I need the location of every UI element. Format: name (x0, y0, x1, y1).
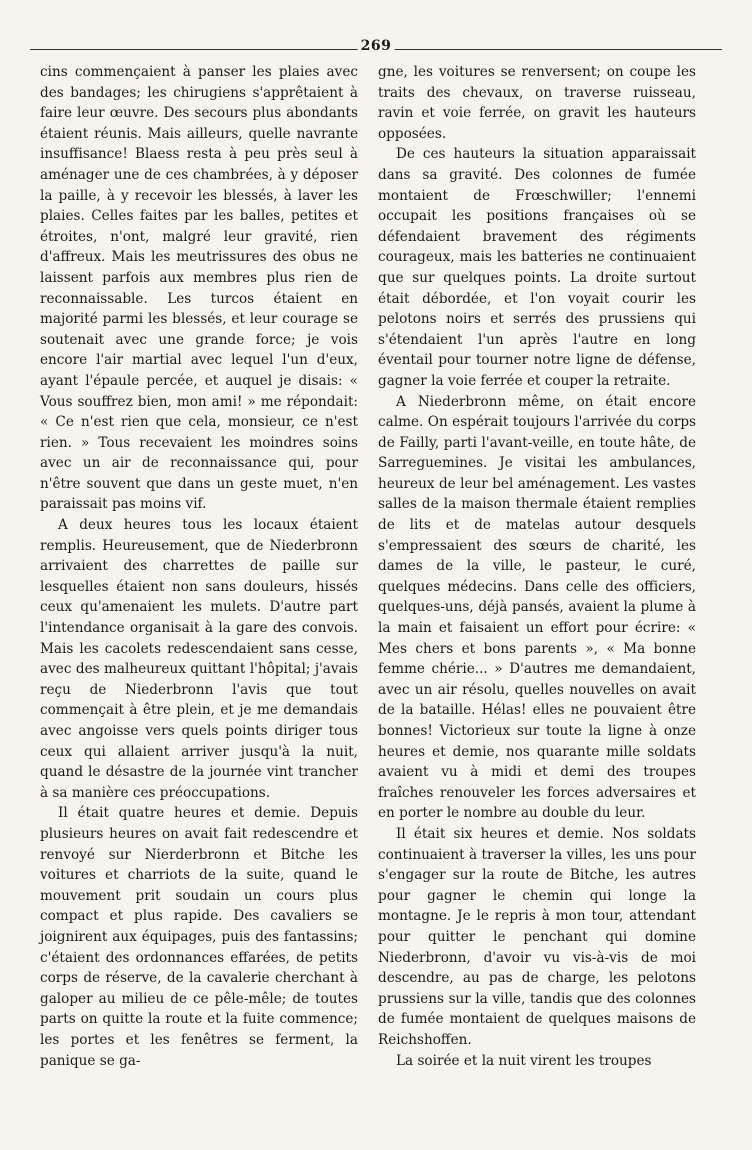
page-header (30, 38, 722, 58)
page-number: 269 (358, 38, 395, 54)
paragraph: A deux heures tous les locaux étaient remplis. Heureusement, que de Niederbronn arrivaient des charrettes de paille sur lesquelles étaient non sans douleurs, hissés ceux qu'amenaient les mulets. D'autre part l'intendance organisait à la gare des convois. Mais les cacolets redescendaient sans cesse, avec des malheureux quittant l'hôpital; j'avais reçu de Niederbronn l'avis que tout commençait à être plein, et je me demandais avec angoisse vers quels points diriger tous ceux qui allaient arriver jusqu'à la nuit, quand le désastre de la journée vint trancher à sa manière ces préoccupations. (40, 517, 358, 801)
paragraph: De ces hauteurs la situation apparaissait dans sa gravité. Des colonnes de fumée montaient de Frœschwiller; l'ennemi occupait les positions françaises où se défendaient bravement des régiments courageux, mais les batteries ne continuaient que sur quelques points. La droite surtout était débordée, et l'on voyait courir les pelotons noirs et serrés des prussiens qui s'étendaient l'un après l'autre en long éventail pour tourner notre ligne de défense, gagner la voie ferrée et couper la retraite. (378, 146, 696, 389)
paragraph: gne, les voitures se renversent; on coupe les traits des chevaux, on traverse ruisseau, ravin et voie ferrée, on gravit les hauteurs opposées. (378, 64, 696, 142)
paragraph: La soirée et la nuit virent les troupes (396, 1052, 652, 1069)
paragraph: cins commençaient à panser les plaies avec des bandages; les chirugiens s'apprêtaient à faire leur œuvre. Des secours plus abondants étaient réunis. Mais ailleurs, quelle navrante insuffisance! Blaess resta à peu près seul à aménager une de ces chambrées, à y déposer la paille, à y recevoir les blessés, à laver les plaies. Celles faites par les balles, petites et étroites, n'ont, malgré leur gravité, rien d'affreux. Mais les meutrissures des obus ne laissent parfois aux membres plus rien de reconnaissable. Les turcos étaient en majorité parmi les blessés, et leur courage se soutenait avec une grande force; je vois encore l'air martial avec lequel l'un d'eux, ayant l'épaule percée, et auquel je disais: « Vous souffrez bien, mon ami! » me répondait: « Ce n'est rien que cela, monsieur, ce n'est rien. » Tous recevaient les moindres soins avec un air de reconnaissance qui, pour n'être souvent que dans un geste muet, n'en paraissait pas moins vif. (40, 64, 358, 513)
right-column (378, 62, 696, 1071)
paragraph: Il était six heures et demie. Nos soldats continuaient à traverser la villes, les uns pour s'engager sur la route de Bitche, les autres pour gagner le chemin qui longe la montagne. Je le repris à mon tour, attendant pour quitter le penchant qui domine Niederbronn, d'avoir vu vis-à-vis de moi descendre, au pas de charge, les pelotons prussiens sur la ville, tandis que des colonnes de fumée montaient de quelques maisons de Reichshoffen. (378, 825, 696, 1048)
paragraph: Il était quatre heures et demie. Depuis plusieurs heures on avait fait redescendre et renvoyé sur Nierderbronn et Bitche les voitures et charriots de la suite, quand le mouvement prit soudain un cours plus compact et plus rapide. Des cavaliers se joignirent aux équipages, puis des fantassins; c'étaient des ordonnances effarées, de petits corps de réserve, de la cavalerie cherchant à galoper au milieu de ce pêle-mêle; de toutes parts on quitte la route et la fuite commence; les portes et les fenêtres se ferment, la panique se ga- (40, 805, 358, 1069)
paragraph: A Niederbronn même, on était encore calme. On espérait toujours l'arrivée du corps de Failly, parti l'avant-veille, en toute hâte, de Sarreguemines. Je visitai les ambulances, heureux de leur bel aménagement. Les vastes salles de la maison thermale étaient remplies de lits et de matelas autour desquels s'empressaient des sœurs de charité, les dames de la ville, le pasteur, le curé, quelques médecins. Dans celle des officiers, quelques-uns, déjà pansés, avaient la plume à la main et faisaient un effort pour écrire: « Mes chers et bons parents », « Ma bonne femme chérie... » D'autres me demandaient, avec un air résolu, quelles nouvelles on avait de la bataille. Hélas! elles ne pouvaient être bonnes! Victorieux sur toute la ligne à onze heures et demie, nos quarante mille soldats avaient vu à midi et demi des troupes fraîches renouveler les forces adversaires et en porter le nombre au double du leur. (378, 393, 696, 822)
left-column (40, 62, 358, 1071)
